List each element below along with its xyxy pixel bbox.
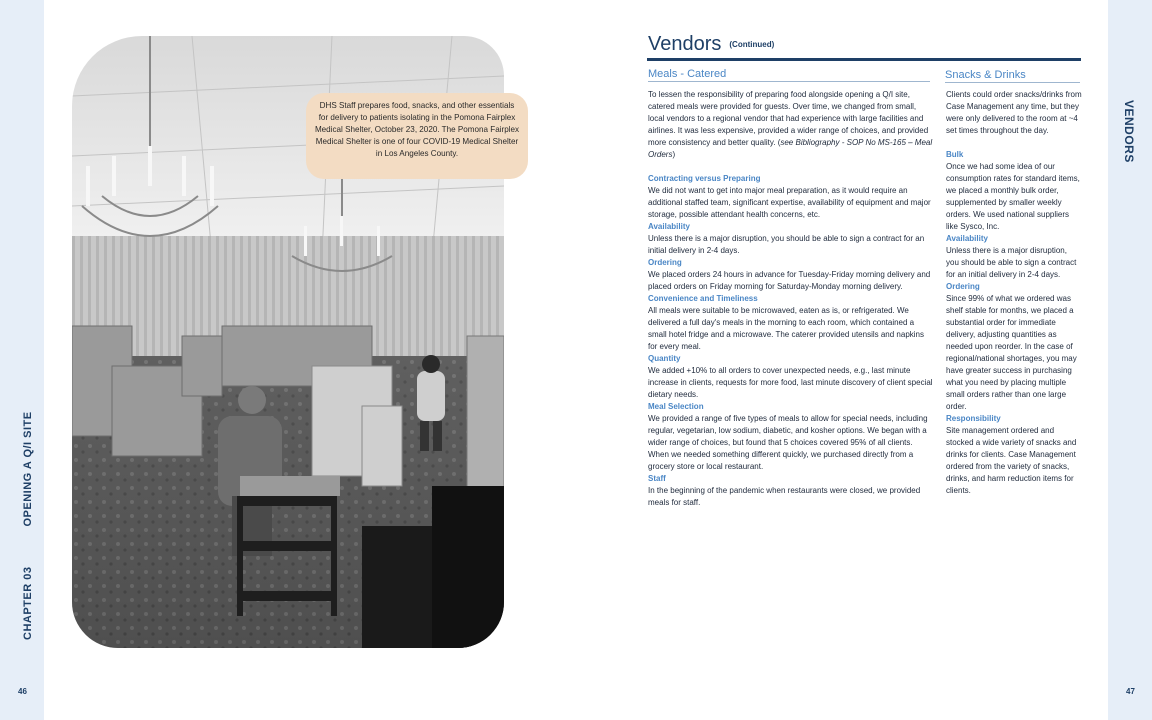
- chapter-number: CHAPTER 03: [22, 566, 34, 640]
- meals-text-selection: We provided a range of five types of meals to allow for special needs, including regular, vegetarian, low sodium, diabetic, and kosher options. We began with a wider range of choices, but found that 5 choices covered 95% of all clients. When we needed something different quickly, we purchased directly from a grocery store or local restaurant.: [648, 414, 928, 471]
- left-page-number: 46: [18, 687, 27, 696]
- snacks-sub-ordering: Ordering: [946, 282, 980, 291]
- meals-column: [648, 89, 933, 509]
- meals-sub-convenience: Convenience and Timeliness: [648, 294, 758, 303]
- snacks-sub-responsibility: Responsibility: [946, 414, 1001, 423]
- meals-text-contracting: We did not want to get into major meal preparation, as it would require an additional staffed team, significant expertise, availability of equipment and major storage, possible attendant health concerns, etc.: [648, 186, 931, 219]
- title-divider: [647, 58, 1081, 61]
- meals-sub-availability: Availability: [648, 222, 690, 231]
- section-label: VENDORS: [1122, 100, 1136, 163]
- meals-text-quantity: We added +10% to all orders to cover unexpected needs, e.g., last minute increase in clients, requests for more food, last minute discovery of client special dietary needs.: [648, 366, 933, 399]
- photo-caption: DHS Staff prepares food, snacks, and other essentials for delivery to patients isolating in the Pomona Fairplex Medical Shelter, October 23, 2020. The Pomona Fairplex Medical Shelter is one of four COVID-19 Medical Shelter in Los Angeles County.: [306, 93, 528, 179]
- page-title: [648, 33, 774, 56]
- meals-text-staff: In the beginning of the pandemic when restaurants were closed, we provided meals for staff.: [648, 486, 921, 507]
- snacks-text-ordering: Since 99% of what we ordered was shelf stable for months, we placed a substantial order for immediate delivery, adjusting quantities as needed upon reorder. In the case of regional/national shortages, you may have greater success in purchasing what you need by placing multiple small orders rather than one large order.: [946, 294, 1077, 411]
- meals-text-convenience: All meals were suitable to be microwaved, eaten as is, or refrigerated. We delivered a full day's meals in the morning to each room, which contained a small hotel fridge and a microwave. The caterer provided utensils and napkins for every meal.: [648, 306, 924, 351]
- snacks-intro: Clients could order snacks/drinks from Case Management any time, but they were only delivered to the room at ~4 set times throughout the day.: [946, 90, 1082, 135]
- meals-heading: Meals - Catered: [648, 68, 930, 82]
- meals-sub-quantity: Quantity: [648, 354, 681, 363]
- meals-sub-ordering: Ordering: [648, 258, 682, 267]
- snacks-text-availability: Unless there is a major disruption, you should be able to sign a contract for an initial delivery in 2-4 days.: [946, 246, 1077, 279]
- meals-intro: To lessen the responsibility of preparing food alongside opening a Q/I site, catered meals were provided for guests. Over time, we changed from small, local vendors to a regional vendor that had experience with large facilities and airlines. It was less expensive, provided a wider range of choices, and provided more consistency and better quality. (see Bibliography - SOP No MS-165 – Meal Orders): [648, 90, 933, 159]
- snacks-text-bulk: Once we had some idea of our consumption rates for standard items, we placed a monthly bulk order, supplemented by smaller weekly orders. We used national suppliers like Sysco, Inc.: [946, 162, 1080, 231]
- snacks-sub-availability: Availability: [946, 234, 988, 243]
- snacks-heading: Snacks & Drinks: [945, 69, 1080, 83]
- chapter-title: OPENING A Q/I SITE: [22, 411, 34, 527]
- bibliography-ref: see Bibliography - SOP No MS-165 – Meal Orders: [648, 138, 933, 159]
- page-title-text: Vendors: [648, 33, 722, 55]
- chapter-label: [22, 411, 34, 640]
- snacks-column: [946, 89, 1082, 497]
- meals-sub-selection: Meal Selection: [648, 402, 704, 411]
- page-title-suffix: (Continued): [729, 40, 775, 50]
- meals-sub-staff: Staff: [648, 474, 666, 483]
- snacks-sub-bulk: Bulk: [946, 150, 964, 159]
- meals-sub-contracting: Contracting versus Preparing: [648, 174, 761, 183]
- meals-text-availability: Unless there is a major disruption, you should be able to sign a contract for an initial delivery in 2-4 days.: [648, 234, 925, 255]
- snacks-text-responsibility: Site management ordered and stocked a wide variety of snacks and drinks for clients. Case Management ordered from the variety of snacks, drinks, and harm reduction items for clients.: [946, 426, 1077, 495]
- right-page-number: 47: [1126, 687, 1135, 696]
- meals-text-ordering: We placed orders 24 hours in advance for Tuesday-Friday morning delivery and placed orders on Friday morning for Saturday-Monday morning delivery.: [648, 270, 931, 291]
